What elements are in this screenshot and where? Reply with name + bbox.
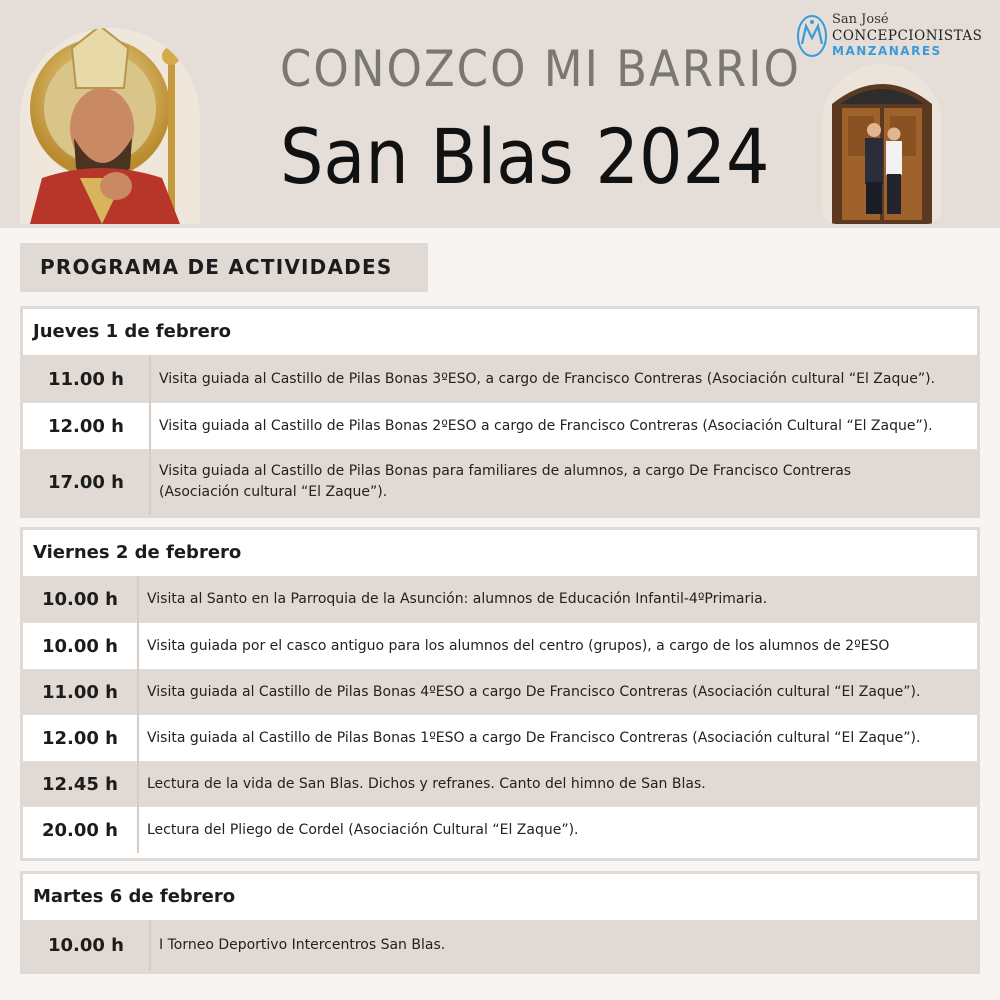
schedule-row <box>23 449 977 515</box>
event-time: 17.00 h <box>23 449 151 515</box>
schedule-row <box>23 715 977 761</box>
schedule-row <box>23 623 977 669</box>
event-description: I Torneo Deportivo Intercentros San Blas. <box>159 937 446 953</box>
logo-text-concepcionistas: CONCEPCIONISTAS <box>832 28 983 44</box>
concepcionistas-logo-icon <box>796 14 828 58</box>
event-time: 10.00 h <box>23 623 139 669</box>
schedule-row <box>23 403 977 449</box>
header-kicker: CONOZCO MI BARRIO <box>280 40 801 98</box>
page-title: San Blas 2024 <box>280 112 770 201</box>
day-section-jueves <box>20 306 980 518</box>
program-heading: PROGRAMA DE ACTIVIDADES <box>40 255 393 279</box>
program-heading-box <box>20 243 428 292</box>
day-section-viernes <box>20 527 980 861</box>
schedule-row <box>23 920 977 971</box>
day-heading: Viernes 2 de febrero <box>23 530 977 576</box>
schedule-row <box>23 576 977 623</box>
event-description: Lectura del Pliego de Cordel (Asociación Cultural “El Zaque”). <box>147 821 579 838</box>
event-description: Visita guiada por el casco antiguo para los alumnos del centro (grupos), a cargo de los alumnos de 2ºESO <box>147 637 890 654</box>
logo-text-san-jose: San José <box>832 12 889 27</box>
day-heading: Jueves 1 de febrero <box>23 309 977 355</box>
event-time: 12.45 h <box>23 761 139 807</box>
schedule-row <box>23 669 977 715</box>
event-time: 10.00 h <box>23 576 139 623</box>
day-section-martes <box>20 871 980 974</box>
event-description: Visita guiada al Castillo de Pilas Bonas 4ºESO a cargo De Francisco Contreras (Asociación cultural “El Zaque”). <box>147 683 921 700</box>
event-time: 12.00 h <box>23 403 151 449</box>
event-description: Visita guiada al Castillo de Pilas Bonas 3ºESO, a cargo de Francisco Contreras (Asociación cultural “El Zaque”). <box>159 370 935 387</box>
event-description: Visita guiada al Castillo de Pilas Bonas 2ºESO a cargo de Francisco Contreras (Asociación Cultural “El Zaque”). <box>159 417 933 434</box>
saint-statue-image <box>20 28 200 224</box>
event-time: 12.00 h <box>23 715 139 761</box>
schedule-row <box>23 761 977 807</box>
school-logo <box>796 12 986 62</box>
event-description: Visita al Santo en la Parroquia de la Asunción: alumnos de Educación Infantil-4ºPrimaria. <box>147 591 768 607</box>
school-door-students-image <box>822 64 942 224</box>
day-heading: Martes 6 de febrero <box>23 874 977 920</box>
event-time: 11.00 h <box>23 355 151 403</box>
event-time: 10.00 h <box>23 920 151 971</box>
event-time: 11.00 h <box>23 669 139 715</box>
event-description: Visita guiada al Castillo de Pilas Bonas para familiares de alumnos, a cargo De Francisco Contreras (Asociación cultural “El Zaque”). <box>159 463 852 500</box>
schedule-row <box>23 807 977 853</box>
schedule-row <box>23 355 977 403</box>
event-description: Lectura de la vida de San Blas. Dichos y refranes. Canto del himno de San Blas. <box>147 775 706 792</box>
event-time: 20.00 h <box>23 807 139 853</box>
event-description: Visita guiada al Castillo de Pilas Bonas 1ºESO a cargo De Francisco Contreras (Asociación cultural “El Zaque”). <box>147 729 921 746</box>
logo-text-manzanares: MANZANARES <box>832 44 942 58</box>
